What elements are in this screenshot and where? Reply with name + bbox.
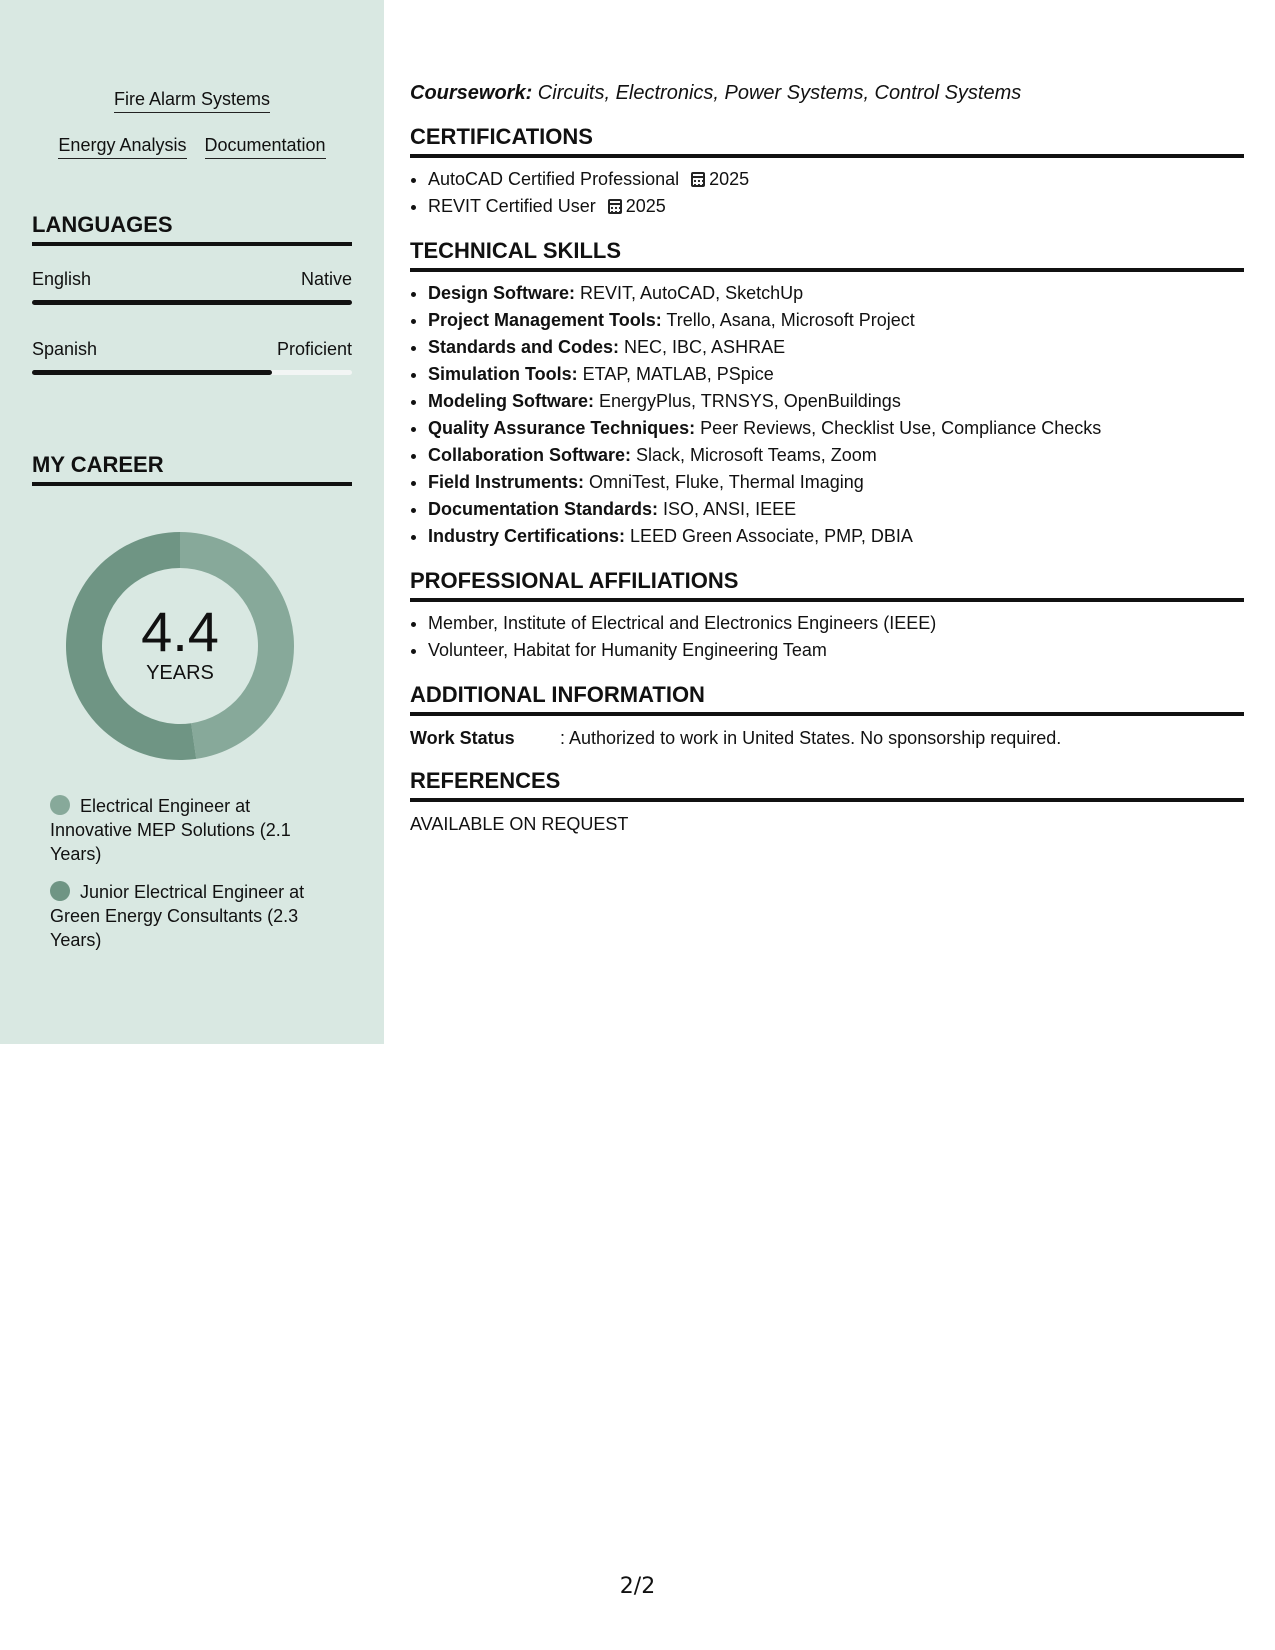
certification-name: REVIT Certified User [428, 196, 596, 216]
skill-label: Field Instruments: [428, 472, 585, 492]
sidebar [0, 0, 384, 1044]
skill-item [428, 307, 1244, 334]
skill-value: EnergyPlus, TRNSYS, OpenBuildings [594, 391, 901, 411]
certification-item [428, 166, 1244, 193]
references-heading: REFERENCES [410, 768, 1244, 802]
skill-label: Standards and Codes: [428, 337, 620, 357]
skill-tag: Energy Analysis [58, 134, 186, 159]
skill-label: Industry Certifications: [428, 526, 626, 546]
skill-label: Modeling Software: [428, 391, 594, 411]
certifications-list [410, 166, 1244, 220]
skill-value: ISO, ANSI, IEEE [658, 499, 797, 519]
calendar-icon [691, 172, 705, 187]
technical-skills-heading: TECHNICAL SKILLS [410, 238, 1244, 272]
career-donut-chart [66, 532, 294, 760]
career-years-unit: YEARS [146, 662, 214, 684]
skill-value: Trello, Asana, Microsoft Project [661, 310, 915, 330]
coursework-label: Coursework: [410, 82, 533, 104]
certification-year: 2025 [709, 169, 750, 189]
work-status-value: : Authorized to work in United States. No sponsorship required. [560, 728, 1062, 748]
career-item [50, 880, 330, 952]
certification-name: AutoCAD Certified Professional [428, 169, 680, 189]
main-content [410, 80, 1244, 836]
career-item [50, 794, 330, 866]
career-heading: MY CAREER [32, 452, 352, 486]
work-status-label: Work Status [410, 728, 515, 748]
page-number: 2/2 [619, 1574, 656, 1599]
skill-item [428, 523, 1244, 550]
career-item-text: Electrical Engineer at Innovative MEP Solutions (2.1 Years) [50, 796, 291, 864]
language-bar [32, 300, 352, 305]
skill-label: Documentation Standards: [428, 499, 659, 519]
skill-value: OmniTest, Fluke, Thermal Imaging [584, 472, 864, 492]
language-name: Spanish [32, 339, 98, 359]
languages-heading: LANGUAGES [32, 212, 352, 246]
career-item-text: Junior Electrical Engineer at Green Energy Consultants (2.3 Years) [50, 882, 305, 950]
skill-tag: Documentation [205, 134, 326, 159]
legend-dot [50, 881, 70, 901]
certification-year: 2025 [625, 196, 666, 216]
skill-item [428, 388, 1244, 415]
affiliations-heading: PROFESSIONAL AFFILIATIONS [410, 568, 1244, 602]
skill-label: Quality Assurance Techniques: [428, 418, 696, 438]
language-english [32, 268, 352, 305]
coursework-text: Circuits, Electronics, Power Systems, Control Systems [532, 82, 1022, 104]
affiliation-item: • Volunteer, Habitat for Humanity Engineering Team [428, 637, 1244, 664]
language-level: Native [300, 269, 352, 289]
affiliations-list [410, 610, 1244, 664]
skill-label: Simulation Tools: [428, 364, 578, 384]
language-name: English [32, 269, 92, 289]
skills-row-1 [32, 88, 352, 113]
skill-item [428, 334, 1244, 361]
skill-item [428, 280, 1244, 307]
certification-item [428, 193, 1244, 220]
skill-value: Peer Reviews, Checklist Use, Compliance Checks [695, 418, 1102, 438]
work-status-line [410, 726, 1244, 750]
skill-tag: Fire Alarm Systems [114, 88, 270, 113]
skill-item [428, 361, 1244, 388]
skill-value: LEED Green Associate, PMP, DBIA [625, 526, 913, 546]
skill-item [428, 496, 1244, 523]
skill-label: Collaboration Software: [428, 445, 632, 465]
skill-item [428, 469, 1244, 496]
skill-value: NEC, IBC, ASHRAE [619, 337, 786, 357]
calendar-icon [608, 199, 622, 214]
affiliation-item: • Member, Institute of Electrical and Electronics Engineers (IEEE) [428, 610, 1244, 637]
legend-dot [50, 795, 70, 815]
skill-label: Project Management Tools: [428, 310, 662, 330]
certifications-heading: CERTIFICATIONS [410, 124, 1244, 158]
career-total-years: 4.4 [141, 600, 219, 663]
skill-item [428, 442, 1244, 469]
coursework-line [410, 80, 1244, 106]
language-spanish [32, 338, 352, 375]
language-bar-fill [32, 300, 352, 305]
references-text: AVAILABLE ON REQUEST [410, 814, 629, 834]
technical-skills-list [410, 280, 1244, 550]
skill-value: REVIT, AutoCAD, SketchUp [575, 283, 804, 303]
skill-label: Design Software: [428, 283, 576, 303]
skills-row-2 [32, 134, 352, 159]
language-level: Proficient [276, 339, 352, 359]
skill-item [428, 415, 1244, 442]
skill-value: ETAP, MATLAB, PSpice [577, 364, 774, 384]
additional-info-heading: ADDITIONAL INFORMATION [410, 682, 1244, 716]
skill-value: Slack, Microsoft Teams, Zoom [631, 445, 877, 465]
language-bar [32, 370, 352, 375]
career-donut-center [66, 532, 294, 760]
language-bar-fill [32, 370, 272, 375]
